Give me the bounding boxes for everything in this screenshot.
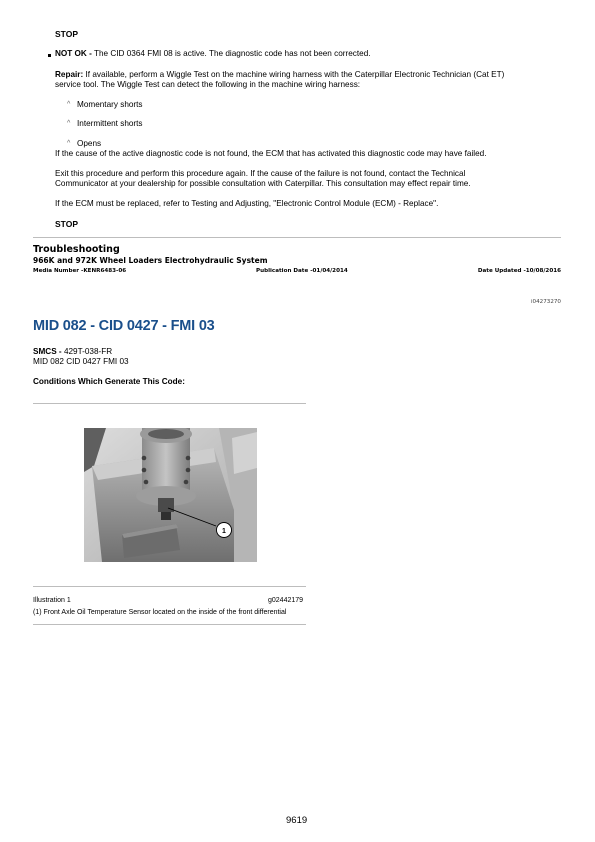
doc-subtitle: 966K and 972K Wheel Loaders Electrohydraulic System [33,256,268,265]
page-number: 9619 [286,815,308,826]
smcs-line [33,347,112,357]
sub-item-intermittent: Intermittent shorts [77,119,143,128]
axle-illustration [84,428,257,562]
axle-photo [84,428,257,562]
caret-bullet-icon: ^ [67,101,71,108]
para-exit-2: Communicator at your dealership for possible consultation with Caterpillar. This consultation may effect repair time. [55,179,471,188]
callout-number: 1 [222,528,226,535]
repair-line-1 [55,70,504,80]
stop-label-bottom: STOP [55,219,78,229]
not-ok-text: The CID 0364 FMI 08 is active. The diagnostic code has not been corrected. [93,49,371,58]
smcs-sub: MID 082 CID 0427 FMI 03 [33,357,129,366]
smcs-code: 429T-038-FR [63,347,113,356]
illustration-caption: (1) Front Axle Oil Temperature Sensor located on the inside of the front differential [33,609,287,616]
repair-text-1: If available, perform a Wiggle Test on the machine wiring harness with the Caterpillar Electronic Technician (Cat ET) [85,70,505,79]
not-ok-label: NOT OK - [55,49,92,58]
date-updated: Date Updated -10/08/2016 [477,268,561,274]
section-heading: MID 082 - CID 0427 - FMI 03 [33,318,215,334]
para-ecm-replace: If the ECM must be replaced, refer to Testing and Adjusting, "Electronic Control Module (ECM) - Replace". [55,199,439,208]
conditions-heading: Conditions Which Generate This Code: [33,377,185,386]
stop-label-top: STOP [55,29,78,39]
smcs-label: SMCS - [33,347,62,356]
not-ok-line [55,49,371,59]
bullet-square [48,54,51,57]
publication-date: Publication Date -01/04/2014 [256,268,348,274]
illustration-label: Illustration 1 [33,597,71,604]
doc-title: Troubleshooting [33,244,120,255]
graphic-id: g02442179 [268,597,304,604]
para-exit-1: Exit this procedure and perform this procedure again. If the cause of the failure is not found, contact the Technical [55,169,466,178]
header-divider [33,237,561,238]
caption-top-divider [33,586,306,587]
figure-top-divider [33,403,306,404]
caret-bullet-icon: ^ [67,140,71,147]
para-cause: If the cause of the active diagnostic code is not found, the ECM that has activated this diagnostic code may have failed. [55,149,487,158]
sub-item-momentary: Momentary shorts [77,100,143,109]
sub-item-opens: Opens [77,139,102,148]
caret-bullet-icon: ^ [67,120,71,127]
repair-line-2: service tool. The Wiggle Test can detect the following in the machine wiring harness: [55,80,361,89]
caption-bottom-divider [33,624,306,625]
doc-id: i04273270 [530,299,561,305]
media-number: Media Number -KENR6483-06 [33,268,127,274]
repair-label: Repair: [55,70,84,79]
